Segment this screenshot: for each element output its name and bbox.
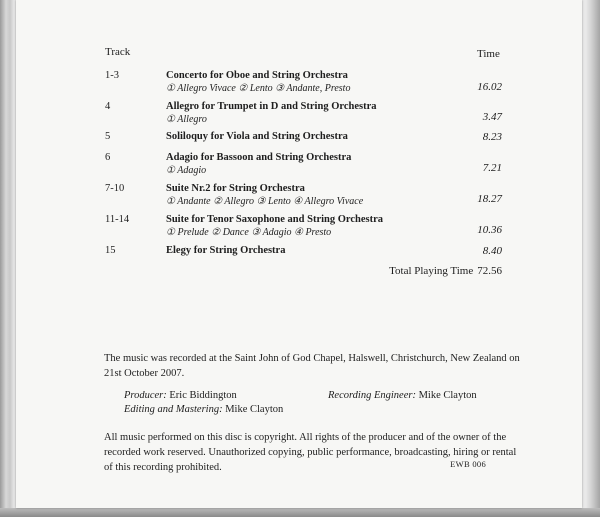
back-insert	[16, 0, 582, 508]
track-column-header: Track	[105, 46, 131, 58]
track-title: Elegy for String Orchestra	[166, 245, 286, 256]
total-value: 72.56	[477, 265, 502, 277]
track-title: Concerto for Oboe and String Orchestra	[166, 70, 348, 81]
track-number: 7-10	[105, 183, 125, 194]
total-playing-time	[385, 265, 502, 277]
credit-editing	[124, 404, 283, 415]
track-title: Adagio for Bassoon and String Orchestra	[166, 152, 352, 163]
recording-note: The music was recorded at the Saint John of God Chapel, Halswell, Christchurch, New Zealand on 21st October 2007.	[104, 353, 520, 379]
copyright-notice: All music performed on this disc is copyright. All rights of the producer and of the owner of the recorded work reserved. Unauthorized copying, public performance, broadcasting, hiring or rental of this recording prohibited.	[104, 432, 517, 473]
catalog-number: EWB 006	[450, 459, 486, 469]
track-movements: ① Prelude ② Dance ③ Adagio ④ Presto	[166, 227, 332, 238]
track-number: 15	[105, 245, 116, 256]
track-time: 8.23	[482, 131, 502, 143]
track-time: 18.27	[477, 193, 502, 205]
track-number: 1-3	[105, 70, 119, 81]
track-time: 16.02	[477, 81, 502, 93]
producer-name: Eric Biddington	[169, 390, 237, 401]
track-time: 10.36	[477, 224, 502, 236]
track-time: 3.47	[482, 111, 502, 123]
track-number: 6	[105, 152, 111, 163]
track-movements: ① Allegro	[166, 114, 207, 125]
track-movements: ① Allegro Vivace ② Lento ③ Andante, Presto	[166, 83, 351, 94]
track-title: Suite for Tenor Saxophone and String Orchestra	[166, 214, 384, 225]
track-title: Soliloquy for Viola and String Orchestra	[166, 131, 348, 142]
producer-role: Producer:	[124, 390, 167, 401]
track-movements: ① Adagio	[166, 165, 207, 176]
track-time: 8.40	[482, 245, 502, 257]
editing-name: Mike Clayton	[225, 404, 284, 415]
time-column-header: Time	[477, 48, 500, 60]
total-label: Total Playing Time	[389, 265, 474, 277]
track-number: 5	[105, 131, 111, 142]
track-time: 7.21	[482, 162, 502, 174]
track-movements: ① Andante ② Allegro ③ Lento ④ Allegro Vivace	[166, 196, 364, 207]
case-bottom-edge	[0, 508, 600, 517]
credit-producer	[124, 390, 237, 401]
track-number: 11-14	[105, 214, 130, 225]
engineer-role: Recording Engineer:	[328, 390, 416, 401]
track-title: Suite Nr.2 for String Orchestra	[166, 183, 305, 194]
credit-engineer	[328, 390, 477, 401]
track-number: 4	[105, 101, 111, 112]
engineer-name: Mike Clayton	[418, 390, 477, 401]
track-title: Allegro for Trumpet in D and String Orchestra	[166, 101, 377, 112]
editing-role: Editing and Mastering:	[124, 404, 223, 415]
